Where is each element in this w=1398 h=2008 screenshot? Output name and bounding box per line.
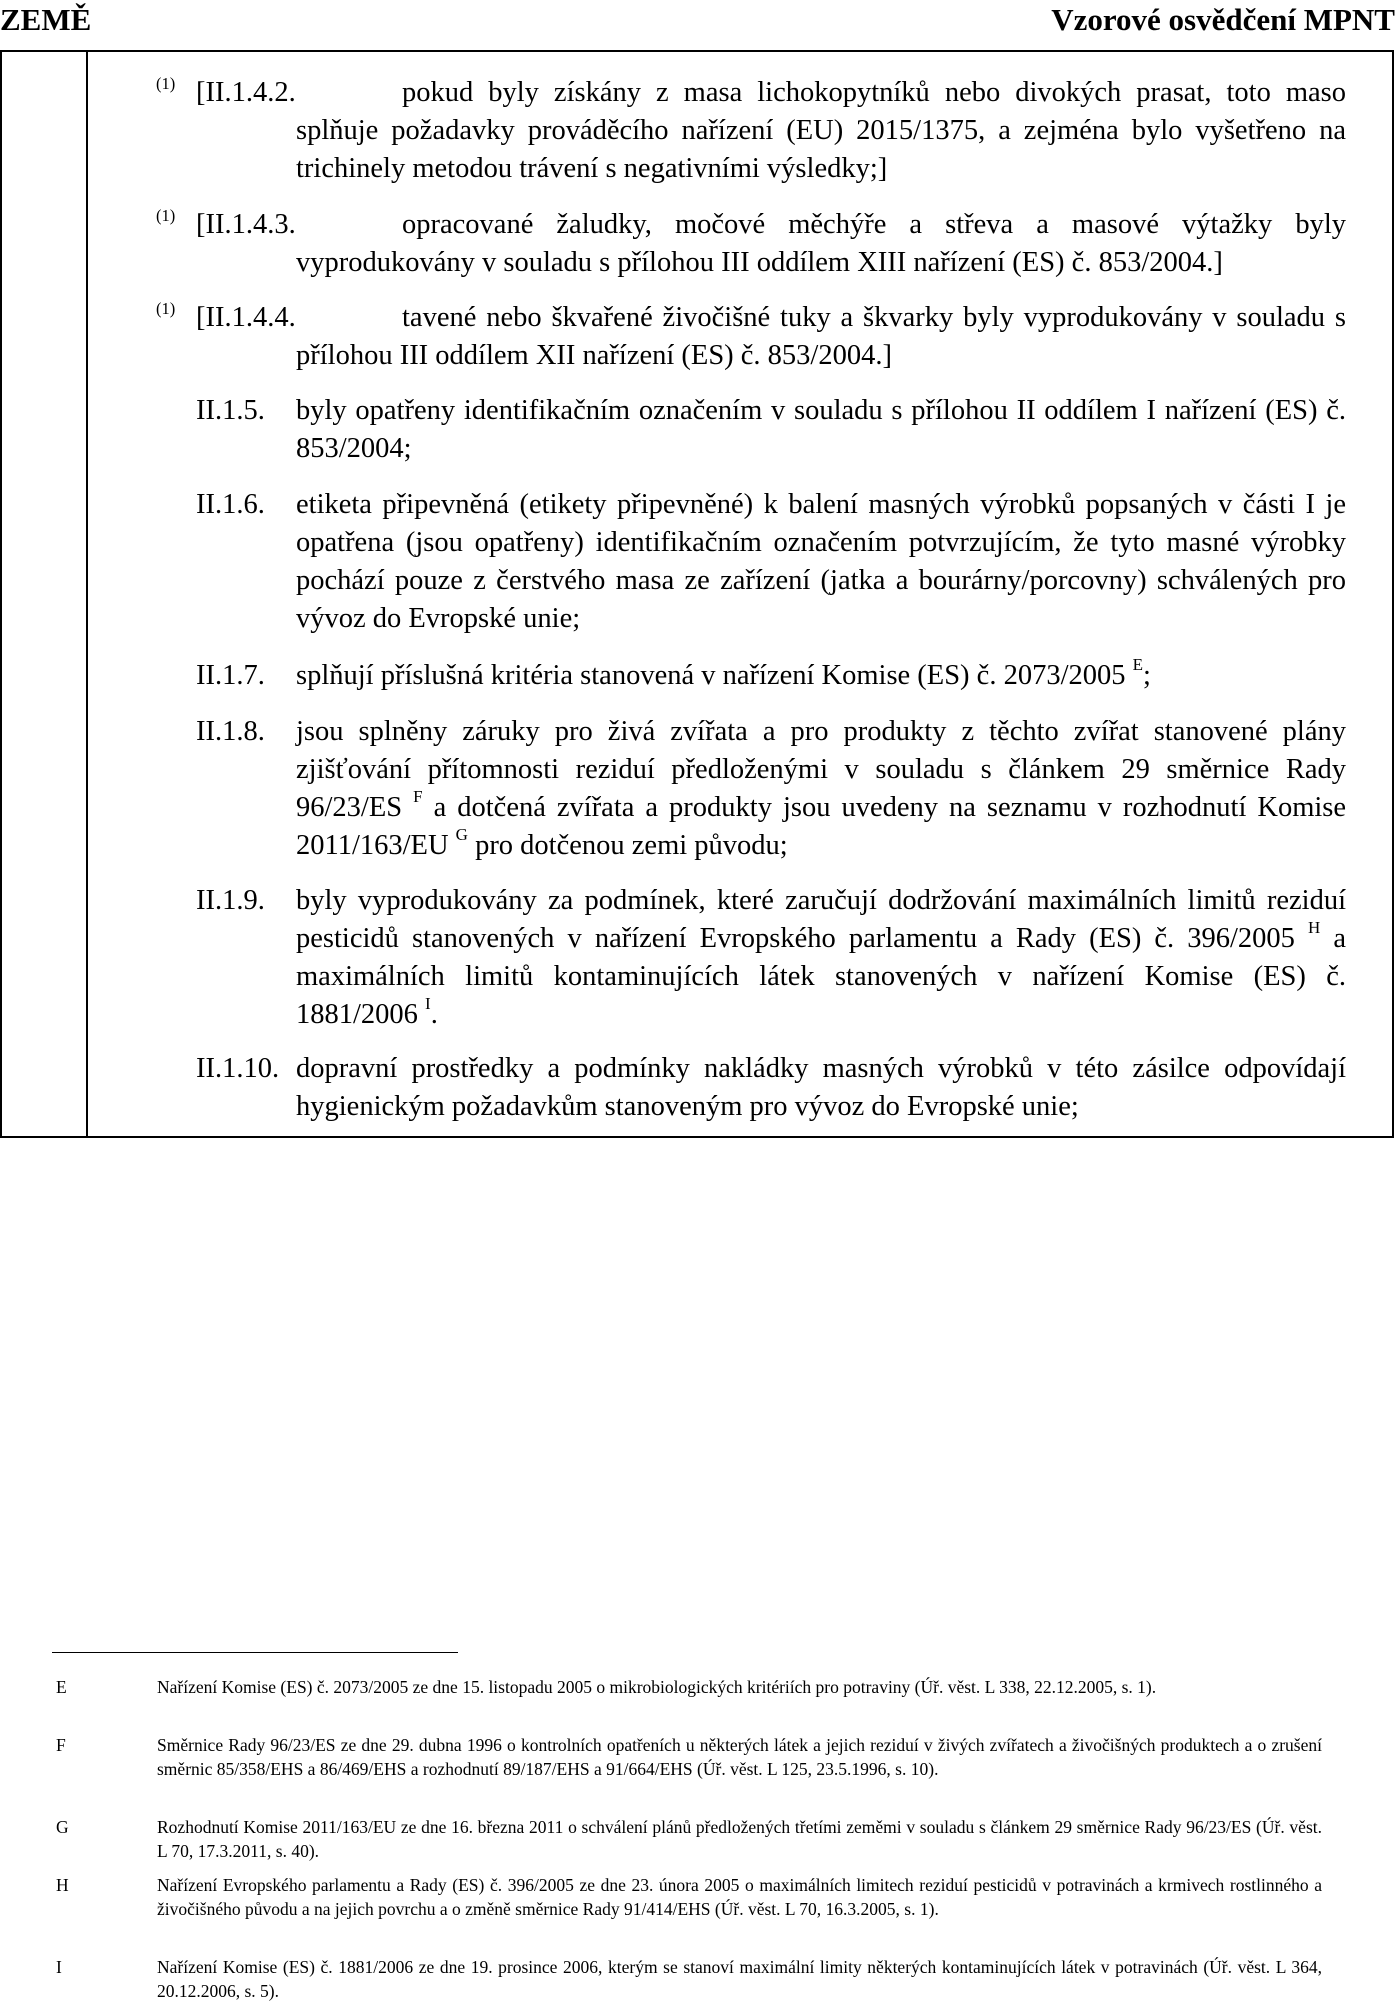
clause-note-marker: (1) (156, 299, 176, 318)
clause-text: byly vyprodukovány za podmínek, které zaručují dodržování maximálních limitů reziduí pesticidů stanovených v nařízení Evropského parlamentu a Rady (ES) č. 396/2005 $^H$ a maximálních limitů kontaminujících látek stanovených v nařízení Komise (ES) č. 1881/2006 $^I$. (296, 885, 1347, 1030)
clause-text: byly opatřeny identifikačním označením v souladu s přílohou II oddílem I nařízení (ES) č. 853/2004; (296, 395, 1346, 464)
clause-number: II.1.10. (196, 1053, 280, 1084)
clause-note-marker: (1) (156, 206, 176, 225)
footnote-ref-h: H (1308, 918, 1321, 937)
footnote-ref-e: E (1132, 655, 1144, 674)
clause-number: II.1.7. (196, 660, 265, 691)
clause-number: II.1.6. (196, 489, 265, 520)
clause-text: jsou splněny záruky pro živá zvířata a pro produkty z těchto zvířat stanovené plány zjišťování přítomnosti reziduí předloženými v souladu s článkem 29 směrnice Rady 96/23/ES $^F$ a dotčená zvířata a produkty jsou uvedeny na seznamu v rozhodnutí Komise 2011/163/EU $^G$ pro dotčenou zemi původu; (296, 716, 1347, 861)
footnote-ref-i: I (425, 994, 431, 1013)
footnote-ref-f: F (413, 787, 423, 806)
clause-ii-1-10 (0, 1050, 1398, 1130)
clause-ii-1-4-2 (0, 74, 1398, 194)
footnote-text: Směrnice Rady 96/23/ES ze dne 29. dubna 1996 o kontrolních opatřeních u některých látek a jejich reziduí v živých zvířatech a živočišných produktech a o zrušení směrnic 85/358/EHS a 86/469/EHS a rozhodnutí 89/187/EHS a 91/664/EHS (Úř. věst. L 125, 23.5.1996, s. 10). (157, 1735, 1322, 1779)
clause-ii-1-9 (0, 882, 1398, 1042)
clause-number: [II.1.4.4. (196, 302, 296, 333)
clause-number: II.1.8. (196, 716, 265, 747)
footnote-letter: G (56, 1817, 69, 1837)
footnote-g (0, 1816, 1398, 1864)
clause-ii-1-6 (0, 486, 1398, 646)
footnote-letter: H (56, 1875, 69, 1895)
footnote-h (0, 1874, 1398, 1946)
footnote-letter: F (56, 1735, 66, 1755)
footnote-text: Nařízení Evropského parlamentu a Rady (ES) č. 396/2005 ze dne 23. února 2005 o maximálních limitech reziduí pesticidů v potravinách a krmivech rostlinného a živočišného původu a na jejich povrchu a o změně směrnice Rady 91/414/EHS (Úř. věst. L 70, 16.3.2005, s. 1). (157, 1875, 1322, 1919)
footnote-text: Nařízení Komise (ES) č. 2073/2005 ze dne 15. listopadu 2005 o mikrobiologických kritériích pro potraviny (Úř. věst. L 338, 22.12.2005, s. 1). (157, 1677, 1157, 1697)
clause-text: splňují příslušná kritéria stanovená v nařízení Komise (ES) č. 2073/2005 $^E$; (296, 655, 1151, 691)
clause-text: tavené nebo škvařené živočišné tuky a škvarky byly vyprodukovány v souladu s přílohou III oddílem XII nařízení (ES) č. 853/2004.] (296, 302, 1346, 371)
footnote-text: Rozhodnutí Komise 2011/163/EU ze dne 16. března 2011 o schválení plánů předložených třetími zeměmi v souladu s článkem 29 směrnice Rady 96/23/ES (Úř. věst. L 70, 17.3.2011, s. 40). (157, 1817, 1322, 1861)
clause-number: II.1.9. (196, 885, 265, 916)
clause-note-marker: (1) (156, 74, 176, 93)
clause-ii-1-5 (0, 392, 1398, 472)
clause-number: II.1.5. (196, 395, 265, 426)
footnote-ref-g: G (455, 825, 468, 844)
clause-text: dopravní prostředky a podmínky nakládky masných výrobků v této zásilce odpovídají hygienickým požadavkům stanoveným pro vývoz do Evropské unie; (296, 1053, 1346, 1122)
header-country: ZEMĚ (0, 2, 92, 37)
clause-text: etiketa připevněná (etikety připevněné) k balení masných výrobků popsaných v části I je opatřena (jsou opatřeny) identifikačním označením potvrzujícím, že tyto masné výrobky pochází pouze z čerstvého masa ze zařízení (jatka a bourárny/porcovny) schválených pro vývoz do Evropské unie; (296, 489, 1346, 634)
clause-ii-1-4-4 (0, 299, 1398, 379)
footnote-i (0, 1956, 1398, 2004)
clause-ii-1-4-3 (0, 206, 1398, 286)
clause-ii-1-8 (0, 713, 1398, 873)
clause-number: [II.1.4.3. (196, 209, 296, 240)
footnote-separator (52, 1652, 458, 1653)
footnote-text: Nařízení Komise (ES) č. 1881/2006 ze dne 19. prosince 2006, kterým se stanoví maximální limity některých kontaminujících látek v potravinách (Úř. věst. L 364, 20.12.2006, s. 5). (157, 1957, 1322, 2001)
clause-text: opracované žaludky, močové měchýře a střeva a masové výtažky byly vyprodukovány v souladu s přílohou III oddílem XIII nařízení (ES) č. 853/2004.] (296, 209, 1346, 278)
clause-number: [II.1.4.2. (196, 77, 296, 108)
footnote-e (0, 1676, 1398, 1724)
footnote-letter: I (56, 1957, 62, 1977)
clause-ii-1-7 (0, 657, 1398, 697)
footnote-letter: E (56, 1677, 67, 1697)
footnote-f (0, 1734, 1398, 1806)
clause-text: pokud byly získány z masa lichokopytníků nebo divokých prasat, toto maso splňuje požadavky prováděcího nařízení (EU) 2015/1375, a zejména bylo vyšetřeno na trichinely metodou trávení s negativními výsledky;] (296, 77, 1346, 184)
header-certificate-title: Vzorové osvědčení MPNT (1051, 2, 1395, 37)
